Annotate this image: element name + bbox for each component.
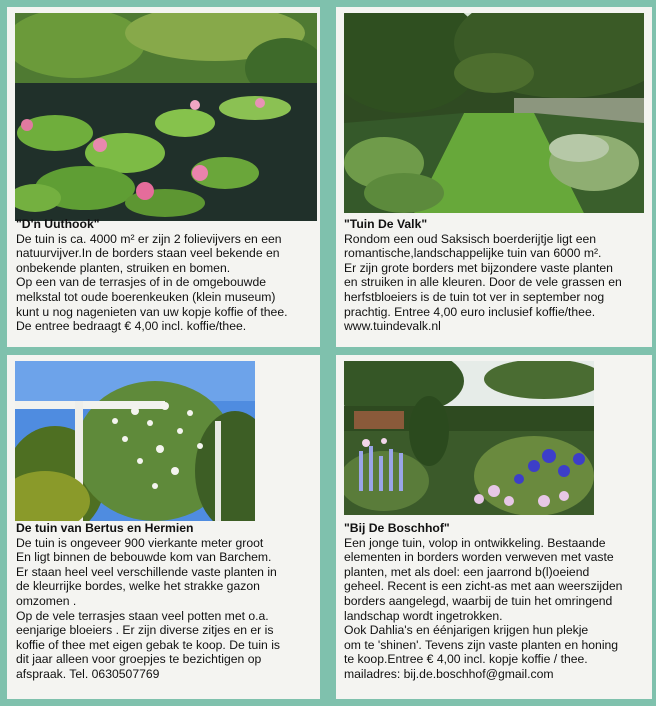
- description-line: en struiken in alle kleuren. Door de vele grassen en: [344, 275, 622, 290]
- description-line: natuurvijver.In de borders staan veel bekende en: [16, 246, 280, 261]
- website-line: www.tuindevalk.nl: [344, 319, 441, 334]
- description-line: landschap wordt ingetrokken.: [344, 608, 503, 623]
- description-line: koffie of thee met eigen gebak te koop. De tuin is: [16, 637, 281, 652]
- contact-line: afspraak. Tel. 0630507769: [16, 666, 160, 681]
- garden-title: De tuin van Bertus en Hermien: [16, 521, 194, 535]
- description-line: melkstal tot oude boerenkeuken (klein museum): [16, 289, 276, 304]
- garden-description: [344, 521, 648, 682]
- pergola-roses-photo: [15, 361, 255, 521]
- description-line: En ligt binnen de bebouwde kom van Barchem.: [16, 550, 272, 565]
- description-line: romantische,landschappelijke tuin van 6000 m².: [344, 246, 602, 261]
- description-line: kunt u nog nagenieten van uw kopje koffie of thee.: [16, 304, 288, 319]
- description-line: Er zijn grote borders met bijzondere vaste planten: [344, 260, 613, 275]
- garden-card-uuthook: [7, 7, 320, 347]
- description-line: planten, met als doel: een jaarrond b(l)oeiend: [344, 564, 590, 579]
- description-line: om te 'shinen'. Tevens zijn vaste planten en honing: [344, 637, 619, 652]
- lawn-path-photo: [344, 13, 644, 213]
- description-line: geheel. Recent is een zicht-as met aan weerszijden: [344, 579, 623, 594]
- description-line: elementen in borders worden verweven met vaste: [344, 550, 614, 565]
- description-line: omzomen .: [16, 593, 77, 608]
- garden-title: "Tuin De Valk": [344, 217, 428, 231]
- description-line: borders aangelegd, waarbij de tuin het omringend: [344, 593, 613, 608]
- description-line: herfstbloeiers is de tuin tot ver in september nog: [344, 289, 605, 304]
- email-line: mailadres: bij.de.boschhof@gmail.com: [344, 666, 554, 681]
- description-line: Een jonge tuin, volop in ontwikkeling. Bestaande: [344, 535, 606, 550]
- flower-border-photo: [344, 361, 594, 515]
- description-line: De tuin is ongeveer 900 vierkante meter groot: [16, 535, 264, 550]
- garden-card-de-valk: [336, 7, 652, 347]
- garden-description: [16, 521, 316, 682]
- description-line: Op een van de terrasjes of in de omgebouwde: [16, 275, 267, 290]
- pond-waterlilies-photo: [15, 13, 317, 221]
- garden-title: "D'n Uuthook": [16, 217, 100, 231]
- description-line: dit jaar alleen voor groepjes te bezichtigen op: [16, 652, 262, 667]
- description-line: Op de vele terrasjes staan veel potten met o.a.: [16, 608, 269, 623]
- garden-description: [344, 217, 648, 334]
- garden-title: "Bij De Boschhof": [344, 521, 450, 535]
- description-line: onbekende planten, struiken en bomen.: [16, 260, 231, 275]
- description-line: de kleurrijke bordes, welke het strakke gazon: [16, 579, 260, 594]
- description-line: te koop.Entree € 4,00 incl. kopje koffie / thee.: [344, 652, 588, 667]
- description-line: Ook Dahlia's en éénjarigen krijgen hun plekje: [344, 623, 589, 638]
- garden-card-boschhof: [336, 355, 652, 699]
- description-line: De tuin is ca. 4000 m² er zijn 2 folievijvers en een: [16, 231, 282, 246]
- description-line: prachtig. Entree 4,00 euro inclusief koffie/thee.: [344, 304, 596, 319]
- garden-description: [16, 217, 316, 334]
- description-line: De entree bedraagt € 4,00 incl. koffie/thee.: [16, 319, 247, 334]
- description-line: Rondom een oud Saksisch boerderijtje ligt een: [344, 231, 597, 246]
- description-line: Er staan heel veel verschillende vaste planten in: [16, 564, 277, 579]
- garden-card-bertus-hermien: [7, 355, 320, 699]
- description-line: eenjarige bloeiers . Er zijn diverse zitjes en er is: [16, 623, 274, 638]
